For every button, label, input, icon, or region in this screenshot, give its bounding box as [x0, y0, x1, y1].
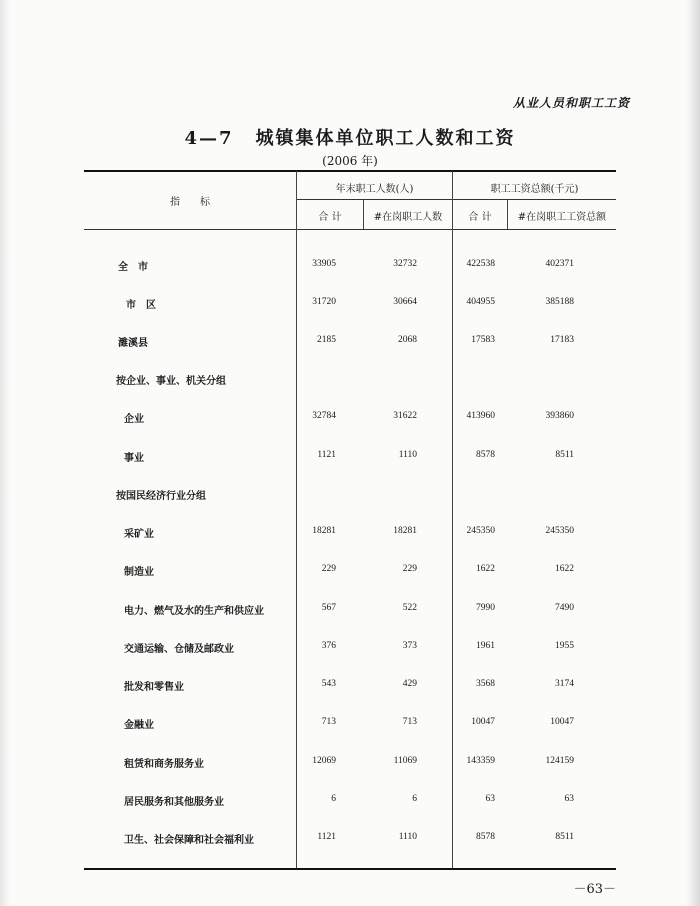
table-cell: 1110: [398, 450, 417, 460]
row-label: 全 市: [118, 262, 148, 273]
table-top-rule: [84, 170, 616, 172]
header-col: #在岗职工人数: [373, 212, 443, 223]
table-cell: 7490: [555, 603, 574, 613]
table-title: 城镇集体单位职工人数和工资: [255, 128, 516, 149]
table-cell: 63: [485, 794, 495, 804]
table-number: 4—7: [184, 128, 234, 149]
header-col: 合 计: [318, 212, 342, 223]
table-cell: 402371: [545, 259, 574, 269]
table-cell: 404955: [466, 297, 495, 307]
table-cell: 1961: [476, 641, 495, 651]
header-col: #在岗职工工资总额: [517, 212, 607, 223]
row-label: 按企业、事业、机关分组: [116, 376, 226, 387]
table-cell: 63: [564, 794, 574, 804]
table-cell: 1622: [476, 564, 495, 574]
table-cell: 11069: [393, 756, 417, 766]
table-cell: 3174: [555, 679, 574, 689]
table-cell: 1110: [398, 832, 417, 842]
header-wages: 职工工资总额(千元): [490, 184, 579, 195]
table-cell: 6: [412, 794, 417, 804]
table-cell: 17583: [471, 335, 495, 345]
row-label: 事业: [124, 453, 144, 464]
header-group-rule: [297, 199, 616, 200]
table-cell: 3568: [476, 679, 495, 689]
row-label: 租赁和商务服务业: [124, 759, 204, 770]
table-cell: 18281: [312, 526, 336, 536]
table-cell: 2068: [398, 335, 417, 345]
header-indicator: 指 标: [170, 197, 210, 208]
table-cell: 33905: [312, 259, 336, 269]
header-bottom-rule: [84, 229, 616, 230]
table-cell: 12069: [312, 756, 336, 766]
row-label: 按国民经济行业分组: [116, 491, 206, 502]
row-label: 批发和零售业: [124, 682, 184, 693]
table-cell: 18281: [393, 526, 417, 536]
table-cell: 393860: [545, 411, 574, 421]
table-cell: 143359: [466, 756, 495, 766]
table-cell: 6: [331, 794, 336, 804]
table-cell: 124159: [545, 756, 574, 766]
table-cell: 229: [402, 564, 417, 574]
table-cell: 422538: [466, 259, 495, 269]
table-cell: 245350: [466, 526, 495, 536]
table-cell: 10047: [471, 717, 495, 727]
table-cell: 1622: [555, 564, 574, 574]
row-label: 金融业: [124, 720, 154, 731]
header-col: 合 计: [468, 212, 492, 223]
row-label: 电力、燃气及水的生产和供应业: [124, 606, 264, 617]
row-label: 濉溪县: [118, 338, 148, 349]
row-label: 交通运输、仓储及邮政业: [124, 644, 234, 655]
table-cell: 522: [402, 603, 417, 613]
table-cell: 385188: [545, 297, 574, 307]
running-head: 从业人员和职工工资: [512, 96, 630, 110]
table-cell: 567: [321, 603, 336, 613]
table-cell: 229: [321, 564, 336, 574]
row-label: 制造业: [124, 567, 154, 578]
table-cell: 373: [402, 641, 417, 651]
table-title-line: [0, 124, 700, 150]
table-year: (2006 年): [322, 154, 378, 168]
row-label: 企业: [124, 414, 144, 425]
table-bottom-rule: [84, 868, 616, 870]
table-cell: 429: [402, 679, 417, 689]
table-cell: 413960: [466, 411, 495, 421]
table-cell: 32732: [393, 259, 417, 269]
row-label: 居民服务和其他服务业: [124, 797, 224, 808]
row-label: 市 区: [126, 300, 156, 311]
table-cell: 8578: [476, 450, 495, 460]
table-cell: 1955: [555, 641, 574, 651]
table-cell: 713: [402, 717, 417, 727]
header-employees: 年末职工人数(人): [335, 184, 414, 195]
page-number: －63－: [573, 882, 616, 897]
row-label: 卫生、社会保障和社会福利业: [124, 835, 254, 846]
table-cell: 10047: [550, 717, 574, 727]
table-cell: 543: [321, 679, 336, 689]
table-cell: 8511: [555, 832, 574, 842]
table-cell: 1121: [317, 450, 336, 460]
table-cell: 7990: [476, 603, 495, 613]
table-cell: 17183: [550, 335, 574, 345]
row-label: 采矿业: [124, 529, 154, 540]
table-cell: 376: [321, 641, 336, 651]
table-cell: 8578: [476, 832, 495, 842]
table-cell: 31622: [393, 411, 417, 421]
table-cell: 245350: [545, 526, 574, 536]
table-cell: 32784: [312, 411, 336, 421]
table-cell: 2185: [317, 335, 336, 345]
table-cell: 1121: [317, 832, 336, 842]
table-cell: 713: [321, 717, 336, 727]
table-cell: 31720: [312, 297, 336, 307]
table-cell: 30664: [393, 297, 417, 307]
table-cell: 8511: [555, 450, 574, 460]
